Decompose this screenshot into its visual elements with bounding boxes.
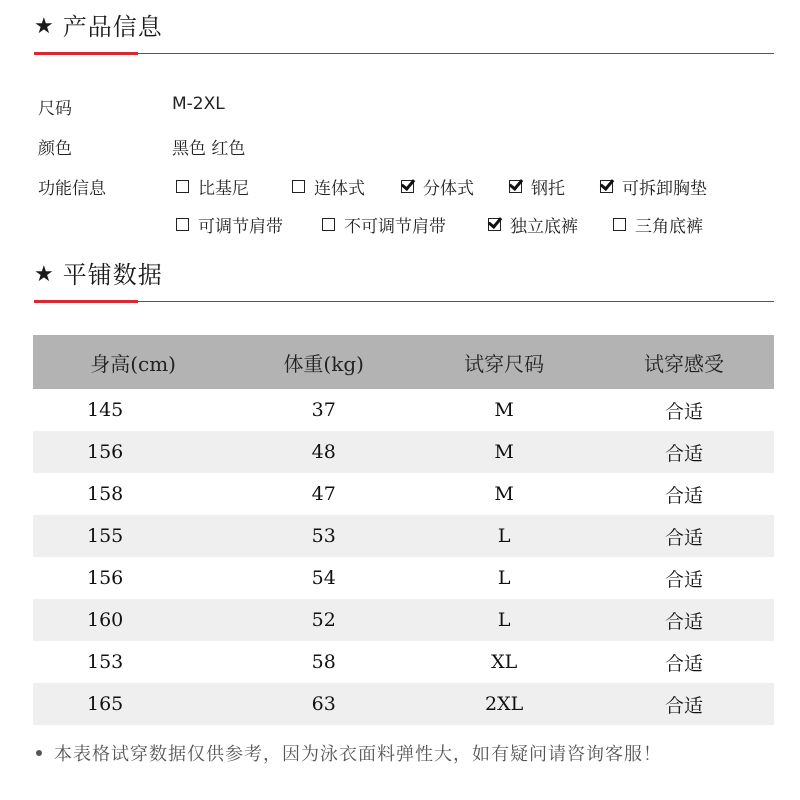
- feature-two-piece[interactable]: [401, 174, 474, 199]
- feature-label: 可调节肩带: [198, 217, 283, 237]
- cell-height: 153: [33, 641, 233, 683]
- checkbox-icon[interactable]: [176, 218, 189, 231]
- cell-weight: 37: [233, 389, 414, 431]
- section-title: 产品信息: [62, 13, 163, 41]
- feature-label: 可拆卸胸垫: [622, 179, 707, 199]
- table-header-row: [33, 335, 774, 389]
- section-title: 平铺数据: [62, 261, 163, 289]
- feature-bikini[interactable]: [176, 174, 249, 199]
- color-label: 颜色: [38, 139, 72, 159]
- feature-one-piece[interactable]: [292, 174, 365, 199]
- checkbox-icon[interactable]: [322, 218, 335, 231]
- accent-bar: [34, 300, 138, 303]
- feature-removable-pads[interactable]: [600, 174, 707, 199]
- cell-fit: 合适: [594, 599, 774, 641]
- star-icon: ★: [34, 14, 55, 39]
- feature-label: 三角底裤: [635, 217, 703, 237]
- checkbox-icon[interactable]: [292, 180, 305, 193]
- table-row: [33, 599, 774, 641]
- cell-height: 155: [33, 515, 233, 557]
- size-label: 尺码: [38, 99, 72, 119]
- cell-weight: 63: [233, 683, 414, 725]
- feature-label: 比基尼: [198, 179, 249, 199]
- feature-label: 钢托: [531, 179, 565, 199]
- cell-size: M: [414, 431, 594, 473]
- cell-weight: 47: [233, 473, 414, 515]
- table-row: [33, 641, 774, 683]
- product-info-header: [34, 12, 774, 42]
- checkbox-icon[interactable]: [613, 218, 626, 231]
- cell-fit: 合适: [594, 557, 774, 599]
- star-icon: ★: [34, 262, 55, 287]
- cell-height: 145: [33, 389, 233, 431]
- cell-fit: 合适: [594, 431, 774, 473]
- column-header-size: 试穿尺码: [414, 335, 594, 389]
- column-header-fit: 试穿感受: [594, 335, 774, 389]
- footnote-text: 本表格试穿数据仅供参考，因为泳衣面料弹性大，如有疑问请咨询客服！: [54, 744, 662, 765]
- function-label: 功能信息: [38, 179, 106, 199]
- cell-height: 160: [33, 599, 233, 641]
- cell-size: L: [414, 557, 594, 599]
- cell-size: L: [414, 515, 594, 557]
- table-row: [33, 473, 774, 515]
- cell-fit: 合适: [594, 683, 774, 725]
- footnote: [36, 740, 662, 766]
- feature-fixed-straps[interactable]: [322, 212, 446, 237]
- table-row: [33, 389, 774, 431]
- cell-height: 165: [33, 683, 233, 725]
- flat-data-header: [34, 260, 774, 290]
- feature-label: 分体式: [423, 179, 474, 199]
- divider: [34, 301, 774, 302]
- cell-size: XL: [414, 641, 594, 683]
- size-table: [33, 335, 774, 725]
- cell-size: 2XL: [414, 683, 594, 725]
- feature-triangle-bottoms[interactable]: [613, 212, 703, 237]
- feature-separate-bottoms[interactable]: [488, 212, 578, 237]
- cell-fit: 合适: [594, 641, 774, 683]
- checked-checkbox-icon[interactable]: [509, 180, 522, 193]
- cell-weight: 58: [233, 641, 414, 683]
- column-header-height: 身高(cm): [33, 335, 233, 389]
- cell-weight: 48: [233, 431, 414, 473]
- cell-weight: 52: [233, 599, 414, 641]
- feature-adjustable-straps[interactable]: [176, 212, 283, 237]
- bullet-icon: [36, 750, 42, 756]
- cell-fit: 合适: [594, 473, 774, 515]
- feature-label: 不可调节肩带: [344, 217, 446, 237]
- table-row: [33, 683, 774, 725]
- accent-bar: [34, 52, 138, 55]
- cell-weight: 53: [233, 515, 414, 557]
- checked-checkbox-icon[interactable]: [401, 180, 414, 193]
- cell-fit: 合适: [594, 515, 774, 557]
- cell-size: M: [414, 473, 594, 515]
- cell-height: 156: [33, 557, 233, 599]
- cell-fit: 合适: [594, 389, 774, 431]
- checked-checkbox-icon[interactable]: [488, 218, 501, 231]
- color-value: 黑色 红色: [172, 139, 246, 159]
- feature-underwire[interactable]: [509, 174, 565, 199]
- table-row: [33, 431, 774, 473]
- divider: [34, 53, 774, 54]
- checked-checkbox-icon[interactable]: [600, 180, 613, 193]
- cell-weight: 54: [233, 557, 414, 599]
- cell-height: 156: [33, 431, 233, 473]
- checkbox-icon[interactable]: [176, 180, 189, 193]
- cell-size: L: [414, 599, 594, 641]
- feature-label: 连体式: [314, 179, 365, 199]
- table-row: [33, 515, 774, 557]
- cell-height: 158: [33, 473, 233, 515]
- size-value: M-2XL: [172, 94, 225, 114]
- table-row: [33, 557, 774, 599]
- feature-label: 独立底裤: [510, 217, 578, 237]
- column-header-weight: 体重(kg): [233, 335, 414, 389]
- cell-size: M: [414, 389, 594, 431]
